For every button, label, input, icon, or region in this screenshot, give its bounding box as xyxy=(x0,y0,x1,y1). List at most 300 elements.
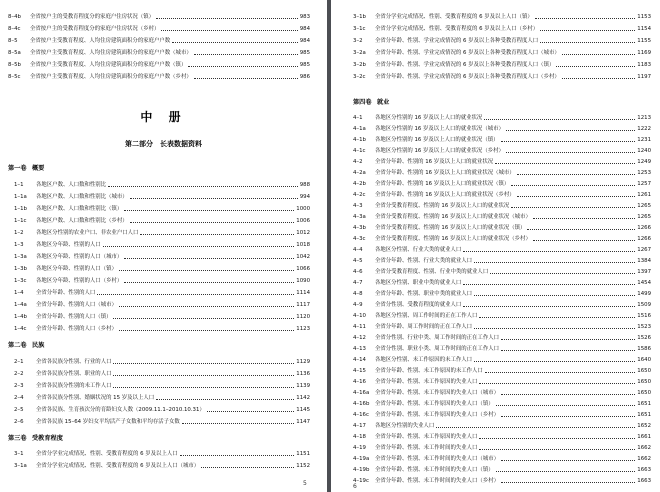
dot-leader xyxy=(517,174,636,175)
entry-page: 1265 xyxy=(637,214,651,220)
section-name: 概要 xyxy=(32,165,45,172)
dot-leader xyxy=(501,416,635,417)
entry-code: 4–16b xyxy=(353,401,370,407)
dot-leader xyxy=(501,350,635,351)
entry-page: 1253 xyxy=(637,170,651,176)
page-number: 6 xyxy=(353,483,357,490)
entry-code: 4–9 xyxy=(353,302,363,308)
toc-entry[interactable] xyxy=(353,419,651,429)
entry-code: 4–2b xyxy=(353,181,366,187)
entry-page: 1136 xyxy=(296,371,310,377)
entry-title: 全省分年龄、性别、未工作时间的失业人口（城市） xyxy=(375,456,499,462)
toc-entry[interactable] xyxy=(353,452,651,462)
toc-entry[interactable] xyxy=(14,310,310,320)
dot-leader xyxy=(556,66,635,67)
entry-page: 1120 xyxy=(296,314,310,320)
entry-page: 1526 xyxy=(637,335,651,341)
entry-page: 1266 xyxy=(637,236,651,242)
entry-page: 1129 xyxy=(296,359,310,365)
toc-entry[interactable] xyxy=(14,262,310,272)
entry-code: 4–16 xyxy=(353,379,366,385)
entry-title: 全省分年龄、性别、未工作时间的失业人口（乡村） xyxy=(375,478,499,484)
entry-code: 8–5b xyxy=(8,62,21,68)
toc-entry[interactable] xyxy=(14,322,310,332)
toc-entry[interactable] xyxy=(353,276,651,286)
dot-leader xyxy=(501,141,636,142)
entry-title: 全省分学业完成情况、性别、受教育程度的 6 岁及以上人口 xyxy=(36,451,178,457)
entry-code: 3–2c xyxy=(353,74,366,80)
entry-page: 983 xyxy=(299,14,310,20)
entry-page: 1267 xyxy=(637,247,651,253)
toc-entry[interactable] xyxy=(14,391,310,401)
entry-page: 1640 xyxy=(637,357,651,363)
dot-leader xyxy=(501,339,635,340)
entry-code: 1–3 xyxy=(14,242,24,248)
entry-title: 各地区分性别、周工作时间的正在工作人口 xyxy=(375,313,478,319)
entry-code: 4–2 xyxy=(353,159,363,165)
toc-entry[interactable] xyxy=(353,243,651,253)
toc-entry[interactable] xyxy=(353,463,651,473)
dot-leader xyxy=(463,306,635,307)
entry-page: 1266 xyxy=(637,225,651,231)
entry-code: 1–1b xyxy=(14,206,27,212)
entry-code: 4–19b xyxy=(353,467,370,473)
toc-entry[interactable] xyxy=(14,250,310,260)
toc-entry[interactable] xyxy=(353,309,651,319)
dot-leader xyxy=(156,18,298,19)
toc-entry[interactable] xyxy=(353,287,651,297)
entry-code: 4–8 xyxy=(353,291,363,297)
toc-entry[interactable] xyxy=(353,199,651,209)
toc-entry[interactable] xyxy=(14,274,310,284)
entry-page: 1152 xyxy=(296,463,310,469)
entry-code: 4–3c xyxy=(353,236,366,242)
entry-page: 1249 xyxy=(637,159,651,165)
entry-title: 全省分年龄、性别的 16 岁及以上人口的就业状况 xyxy=(375,159,494,165)
entry-title: 全省分年龄、性别、未工作原因的失业人口（镇） xyxy=(375,401,494,407)
entry-title: 全省按户主的受教育程度分的家庭户住房状况（镇） xyxy=(30,14,154,20)
entry-page: 1509 xyxy=(637,302,651,308)
entry-page: 1650 xyxy=(637,368,651,374)
entry-code: 3–1b xyxy=(353,14,366,20)
section-number: 第一卷 xyxy=(8,165,27,172)
entry-title: 全省分受教育程度、性别的 16 岁及以上人口的就业状况（乡村） xyxy=(375,236,531,242)
dot-leader xyxy=(533,240,635,241)
entry-page: 1652 xyxy=(637,423,651,429)
entry-code: 3–1 xyxy=(14,451,24,457)
entry-code: 4–19a xyxy=(353,456,370,462)
section-number: 第四卷 xyxy=(353,99,372,106)
entry-page: 1240 xyxy=(637,148,651,154)
entry-title: 全省分年龄、性别、未工作原因的失业人口（乡村） xyxy=(375,412,499,418)
entry-page: 986 xyxy=(299,74,310,80)
dot-leader xyxy=(463,251,635,252)
part-heading: 第二部分 长表数据资料 xyxy=(125,140,202,148)
dot-leader xyxy=(479,449,635,450)
entry-code: 1–1c xyxy=(14,218,27,224)
entry-title: 全省分年龄、性别的人口 xyxy=(36,290,96,296)
entry-page: 1662 xyxy=(637,456,651,462)
entry-code: 1–1a xyxy=(14,194,27,200)
entry-title: 全省分年龄、周工作时间的正在工作人口 xyxy=(375,324,473,330)
section-number: 第三卷 xyxy=(8,435,27,442)
dot-leader xyxy=(496,471,636,472)
section-heading xyxy=(8,340,44,349)
dot-leader xyxy=(474,361,635,362)
entry-code: 1–4c xyxy=(14,326,27,332)
entry-code: 4–1a xyxy=(353,126,366,132)
entry-page: 1397 xyxy=(637,269,651,275)
toc-entry[interactable] xyxy=(353,265,651,275)
entry-code: 4–12 xyxy=(353,335,366,341)
entry-title: 全省分受教育程度、性别的 16 岁及以上人口的就业状况（城市） xyxy=(375,214,531,220)
entry-title: 全省分年龄、性别、学业完成情况的 6 岁及以上各种受教育程度人口（城市） xyxy=(375,50,560,56)
toc-entry[interactable] xyxy=(353,144,651,154)
entry-code: 4–7 xyxy=(353,280,363,286)
dot-leader xyxy=(108,186,298,187)
entry-code: 8–4b xyxy=(8,14,21,20)
dot-leader xyxy=(540,30,635,31)
entry-title: 各地区户数、人口数和性别比 xyxy=(36,182,107,188)
dot-leader xyxy=(490,273,635,274)
toc-entry[interactable] xyxy=(14,403,310,413)
entry-page: 1197 xyxy=(637,74,651,80)
entry-title: 全省分性别、职业小类、周工作时间的正在工作人口 xyxy=(375,346,499,352)
entry-title: 全省按户主受教育程度、人均住房建筑面积分的家庭户户数 xyxy=(30,38,171,44)
entry-code: 4–16c xyxy=(353,412,369,418)
toc-entry[interactable] xyxy=(14,459,310,469)
entry-code: 2–3 xyxy=(14,383,24,389)
dot-leader xyxy=(501,394,635,395)
toc-entry[interactable] xyxy=(14,238,310,248)
toc-entry[interactable] xyxy=(353,364,651,374)
dot-leader xyxy=(533,218,635,219)
entry-code: 4–15 xyxy=(353,368,366,374)
dot-leader xyxy=(201,467,294,468)
entry-code: 3–1a xyxy=(14,463,27,469)
right-page xyxy=(331,0,660,492)
entry-code: 4–2a xyxy=(353,170,366,176)
dot-leader xyxy=(474,262,635,263)
toc-entry[interactable] xyxy=(353,331,651,341)
entry-code: 3–2b xyxy=(353,62,366,68)
dot-leader xyxy=(501,460,635,461)
entry-code: 4–11 xyxy=(353,324,366,330)
entry-title: 全省分年龄、性别、行业大类的就业人口 xyxy=(375,258,473,264)
dot-leader xyxy=(113,375,294,376)
entry-title: 全省各民族 15–64 岁妇女平均活产子女数和平均存活子女数 xyxy=(36,419,180,425)
entry-page: 1257 xyxy=(637,181,651,187)
dot-leader xyxy=(161,30,297,31)
toc-entry[interactable] xyxy=(8,10,310,20)
entry-page: 1231 xyxy=(637,137,651,143)
dot-leader xyxy=(484,119,635,120)
toc-entry[interactable] xyxy=(353,155,651,165)
toc-entry[interactable] xyxy=(353,70,651,80)
entry-code: 8–5 xyxy=(8,38,18,44)
dot-leader xyxy=(113,363,294,364)
entry-title: 全省分受教育程度、性别的 16 岁及以上人口的就业状况（镇） xyxy=(375,225,526,231)
toc-entry[interactable] xyxy=(14,355,310,365)
volume-heading: 中 册 xyxy=(140,110,187,124)
toc-entry[interactable] xyxy=(353,474,651,484)
entry-page: 988 xyxy=(299,182,310,188)
toc-entry[interactable] xyxy=(14,226,310,236)
entry-title: 各地区户数、人口数和性别比（乡村） xyxy=(36,218,128,224)
toc-entry[interactable] xyxy=(353,342,651,352)
entry-title: 各地区分性别的 16 岁及以上人口的就业状况 xyxy=(375,115,483,121)
entry-page: 1663 xyxy=(637,467,651,473)
dot-leader xyxy=(194,78,298,79)
entry-page: 1662 xyxy=(637,445,651,451)
toc-entry[interactable] xyxy=(353,353,651,363)
entry-code: 8–5a xyxy=(8,50,21,56)
entry-code: 1–3a xyxy=(14,254,27,260)
entry-title: 各地区分年龄、性别的人口（城市） xyxy=(36,254,123,260)
entry-code: 4–19c xyxy=(353,478,369,484)
entry-code: 4–16a xyxy=(353,390,370,396)
entry-code: 2–2 xyxy=(14,371,24,377)
toc-entry[interactable] xyxy=(14,379,310,389)
entry-title: 全省按户主受教育程度、人均住房建筑面积分的家庭户户数（乡村） xyxy=(30,74,192,80)
toc-entry[interactable] xyxy=(353,58,651,68)
dot-leader xyxy=(113,387,294,388)
dot-leader xyxy=(103,246,295,247)
entry-title: 全省分学业完成情况、性别、受教育程度的 6 岁及以上人口（镇） xyxy=(375,14,533,20)
entry-title: 全省按户主的受教育程度分的家庭户住房状况（乡村） xyxy=(30,26,160,32)
entry-title: 全省各民族分性别、职业的人口 xyxy=(36,371,112,377)
entry-page: 1586 xyxy=(637,346,651,352)
entry-title: 全省分性别、受教育程度的就业人口 xyxy=(375,302,462,308)
toc-entry[interactable] xyxy=(353,375,651,385)
entry-title: 全省分年龄、性别的 16 岁及以上人口的就业状况（城市） xyxy=(375,170,515,176)
dot-leader xyxy=(511,185,635,186)
dot-leader xyxy=(540,42,635,43)
toc-entry[interactable] xyxy=(14,178,310,188)
entry-code: 4–1c xyxy=(353,148,366,154)
entry-page: 1499 xyxy=(637,291,651,297)
toc-entry[interactable] xyxy=(8,34,310,44)
entry-code: 4–4 xyxy=(353,247,363,253)
entry-code: 4–1 xyxy=(353,115,363,121)
entry-page: 1117 xyxy=(296,302,310,308)
toc-entry[interactable] xyxy=(353,122,651,132)
entry-title: 全省分学业完成情况、性别、受教育程度的 6 岁及以上人口（乡村） xyxy=(375,26,539,32)
section-name: 受教育程度 xyxy=(32,435,63,442)
entry-title: 全省各民族分性别、行业的人口 xyxy=(36,359,112,365)
section-heading xyxy=(8,433,63,442)
entry-title: 各地区分性别、行业大类的就业人口 xyxy=(375,247,462,253)
toc-entry[interactable] xyxy=(353,408,651,418)
dot-leader xyxy=(485,372,635,373)
toc-entry[interactable] xyxy=(353,10,651,20)
entry-title: 全省分年龄、性别、职业中类的就业人口 xyxy=(375,291,473,297)
dot-leader xyxy=(182,423,294,424)
toc-entry[interactable] xyxy=(353,232,651,242)
dot-leader xyxy=(124,258,294,259)
dot-leader xyxy=(535,18,635,19)
entry-code: 1–2 xyxy=(14,230,24,236)
toc-entry[interactable] xyxy=(353,298,651,308)
entry-title: 各地区分年龄、性别的人口 xyxy=(36,242,101,248)
dot-leader xyxy=(474,328,635,329)
toc-entry[interactable] xyxy=(14,415,310,425)
toc-entry[interactable] xyxy=(353,430,651,440)
entry-code: 4–3a xyxy=(353,214,366,220)
toc-entry[interactable] xyxy=(353,397,651,407)
toc-entry[interactable] xyxy=(353,166,651,176)
entry-code: 3–2 xyxy=(353,38,363,44)
dot-leader xyxy=(479,317,635,318)
entry-title: 全省分年龄、性别、未工作时间的失业人口 xyxy=(375,445,478,451)
toc-entry[interactable] xyxy=(8,70,310,80)
entry-page: 1265 xyxy=(637,203,651,209)
entry-page: 1000 xyxy=(296,206,310,212)
entry-title: 各地区分年龄、性别的人口（镇） xyxy=(36,266,117,272)
dot-leader xyxy=(119,306,294,307)
toc-entry[interactable] xyxy=(353,441,651,451)
toc-entry[interactable] xyxy=(353,210,651,220)
entry-code: 4–19 xyxy=(353,445,366,451)
toc-entry[interactable] xyxy=(14,286,310,296)
entry-code: 4–13 xyxy=(353,346,366,352)
toc-entry[interactable] xyxy=(14,214,310,224)
entry-title: 全省分年龄、性别、学业完成情况的 6 岁及以上各种受教育程度人口（乡村） xyxy=(375,74,560,80)
entry-code: 8–5c xyxy=(8,74,21,80)
dot-leader xyxy=(156,399,294,400)
dot-leader xyxy=(188,66,297,67)
entry-title: 全省分受教育程度、性别的 16 岁及以上人口的就业状况 xyxy=(375,203,510,209)
entry-code: 3–1c xyxy=(353,26,366,32)
toc-entry[interactable] xyxy=(8,46,310,56)
dot-leader xyxy=(113,318,294,319)
entry-page: 1661 xyxy=(637,434,651,440)
toc-entry[interactable] xyxy=(353,46,651,56)
toc-entry[interactable] xyxy=(353,177,651,187)
entry-page: 1042 xyxy=(296,254,310,260)
entry-title: 各地区分性别的 16 岁及以上人口的就业状况（城市） xyxy=(375,126,504,132)
entry-page: 1183 xyxy=(637,62,651,68)
toc-entry[interactable] xyxy=(14,447,310,457)
entry-page: 1523 xyxy=(637,324,651,330)
toc-entry[interactable] xyxy=(14,298,310,308)
entry-page: 984 xyxy=(299,26,310,32)
entry-title: 全省各民族分性别、婚姻状况的 15 岁及以上人口 xyxy=(36,395,155,401)
toc-entry[interactable] xyxy=(353,386,651,396)
entry-page: 1066 xyxy=(296,266,310,272)
entry-page: 1169 xyxy=(637,50,651,56)
page-number: 5 xyxy=(303,480,307,487)
dot-leader xyxy=(517,196,636,197)
toc-entry[interactable] xyxy=(353,188,651,198)
toc-entry[interactable] xyxy=(8,22,310,32)
toc-entry[interactable] xyxy=(8,58,310,68)
toc-entry[interactable] xyxy=(353,22,651,32)
entry-title: 全省分年龄、性别的人口（城市） xyxy=(36,302,117,308)
dot-leader xyxy=(474,295,635,296)
dot-leader xyxy=(130,198,298,199)
entry-code: 1–3c xyxy=(14,278,27,284)
section-name: 就业 xyxy=(377,99,390,106)
entry-code: 4–1b xyxy=(353,137,366,143)
entry-title: 各地区分性别的失业人口 xyxy=(375,423,435,429)
entry-page: 1012 xyxy=(296,230,310,236)
entry-title: 全省分年龄、性别的 16 岁及以上人口的就业状况（乡村） xyxy=(375,192,515,198)
entry-title: 全省各民族、生育孩次分的育龄妇女人数（2009.11.1–2010.10.31） xyxy=(36,407,205,413)
dot-leader xyxy=(506,130,635,131)
entry-page: 1155 xyxy=(637,38,651,44)
toc-entry[interactable] xyxy=(353,221,651,231)
toc-entry[interactable] xyxy=(353,133,651,143)
dot-leader xyxy=(207,411,294,412)
dot-leader xyxy=(511,207,635,208)
section-heading xyxy=(8,163,44,172)
toc-entry[interactable] xyxy=(14,202,310,212)
toc-entry[interactable] xyxy=(14,367,310,377)
entry-code: 2–6 xyxy=(14,419,24,425)
entry-page: 985 xyxy=(299,50,310,56)
entry-code: 1–3b xyxy=(14,266,27,272)
dot-leader xyxy=(496,405,636,406)
entry-code: 2–5 xyxy=(14,407,24,413)
entry-code: 4–18 xyxy=(353,434,366,440)
entry-title: 各地区户数、人口数和性别比（镇） xyxy=(36,206,123,212)
dot-leader xyxy=(194,54,298,55)
entry-page: 1261 xyxy=(637,192,651,198)
entry-title: 全省分年龄、性别、学业完成情况的 6 岁及以上各种受教育程度人口 xyxy=(375,38,539,44)
toc-entry[interactable] xyxy=(353,320,651,330)
dot-leader xyxy=(140,234,294,235)
entry-page: 1650 xyxy=(637,379,651,385)
entry-page: 1145 xyxy=(296,407,310,413)
entry-page: 1090 xyxy=(296,278,310,284)
dot-leader xyxy=(119,270,294,271)
section-name: 民族 xyxy=(32,342,45,349)
dot-leader xyxy=(562,54,636,55)
entry-title: 全省分学业完成情况、性别、受教育程度的 6 岁及以上人口（城市） xyxy=(36,463,200,469)
toc-entry[interactable] xyxy=(353,254,651,264)
entry-page: 1018 xyxy=(296,242,310,248)
toc-entry[interactable] xyxy=(353,34,651,44)
entry-page: 1663 xyxy=(637,478,651,484)
entry-page: 1123 xyxy=(296,326,310,332)
entry-code: 1–4a xyxy=(14,302,27,308)
entry-page: 1650 xyxy=(637,390,651,396)
toc-entry[interactable] xyxy=(353,111,651,121)
toc-entry[interactable] xyxy=(14,190,310,200)
entry-page: 1006 xyxy=(296,218,310,224)
entry-code: 4–3b xyxy=(353,225,366,231)
dot-leader xyxy=(119,330,294,331)
entry-page: 985 xyxy=(299,62,310,68)
entry-title: 全省各民族分性别的未工作人口 xyxy=(36,383,112,389)
entry-title: 全省分年龄、性别、未工作原因的未工作人口 xyxy=(375,368,483,374)
entry-code: 4–6 xyxy=(353,269,363,275)
entry-code: 8–4c xyxy=(8,26,21,32)
section-heading xyxy=(353,97,389,106)
entry-page: 984 xyxy=(299,38,310,44)
dot-leader xyxy=(527,229,635,230)
entry-title: 各地区分年龄、性别的人口（乡村） xyxy=(36,278,123,284)
entry-title: 各地区户数、人口数和性别比（城市） xyxy=(36,194,128,200)
left-page xyxy=(0,0,327,492)
dot-leader xyxy=(501,482,635,483)
dot-leader xyxy=(180,455,295,456)
entry-code: 4–14 xyxy=(353,357,366,363)
entry-code: 2–1 xyxy=(14,359,24,365)
entry-code: 1–4b xyxy=(14,314,27,320)
entry-title: 全省分年龄、性别、未工作原因的失业人口 xyxy=(375,379,478,385)
